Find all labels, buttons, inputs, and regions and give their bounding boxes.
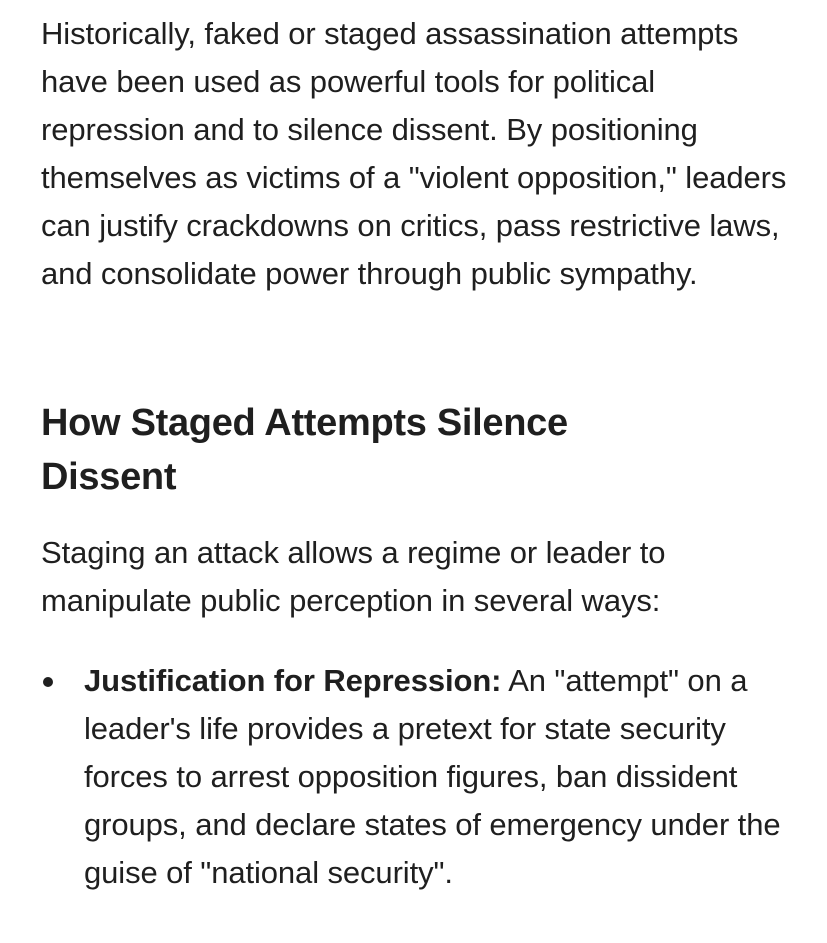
intro-paragraph: Historically, faked or staged assassination attempts have been used as powerful tools for political repression and to silence dissent. By positioning themselves as victims of a "violent opposition," leaders can justify crackdowns on critics, pass restrictive laws, and consolidate power through public sympathy.	[41, 16, 787, 291]
bullet-dot-icon	[43, 677, 53, 687]
bullet-term: Justification for Repression:	[84, 663, 502, 698]
list-item	[41, 657, 801, 897]
section-heading: How Staged Attempts Silence Dissent	[41, 402, 568, 498]
section-lead-paragraph: Staging an attack allows a regime or leader to manipulate public perception in several ways:	[41, 535, 666, 618]
bullet-text: An "attempt" on a leader's life provides a pretext for state security forces to arrest opposition figures, ban dissident groups, and declare states of emergency under the guise of "national security".	[84, 663, 781, 890]
bullet-list	[41, 657, 801, 897]
